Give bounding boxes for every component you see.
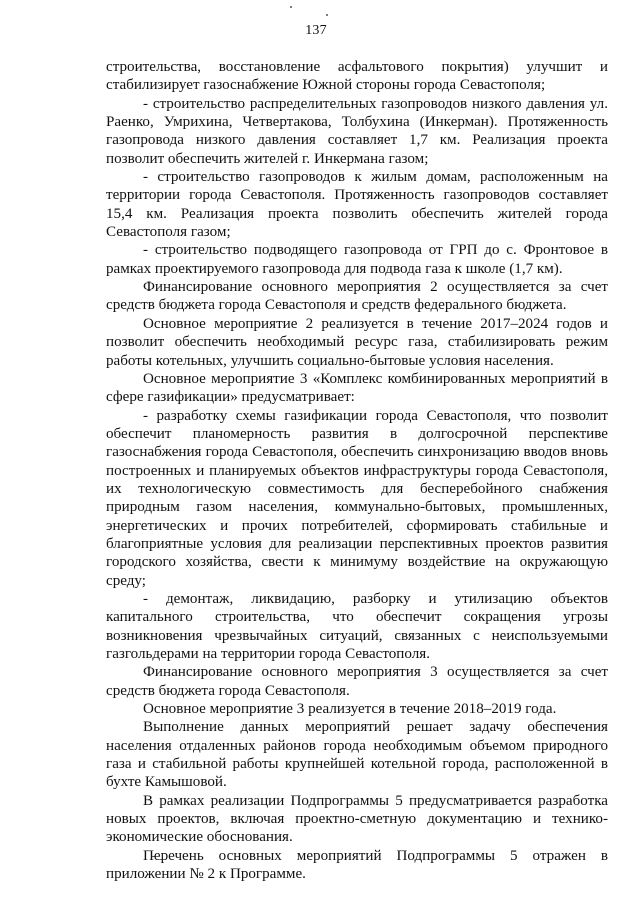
paragraph: строительства, восстановление асфальтового покрытия) улучшит и стабилизирует газоснабжение Южной стороны города Севастополя;	[106, 59, 608, 94]
paragraph: Основное мероприятие 3 реализуется в течение 2018–2019 года.	[143, 701, 557, 718]
list-item: - строительство подводящего газопровода от ГРП до с. Фронтовое в рамках проектируемого газопровода для подвода газа к школе (1,7 км).	[106, 242, 608, 277]
paragraph: Финансирование основного мероприятия 2 осуществляется за счет средств бюджета города Севастополя и средств федерального бюджета.	[106, 279, 608, 314]
list-item: - демонтаж, ликвидацию, разборку и утилизацию объектов капитального строительства, что обеспечит сокращения угрозы возникновения чрезвычайных ситуаций, связанных с неиспользуемыми газгольдерами на территории города Севастополя.	[106, 590, 608, 662]
paragraph: Финансирование основного мероприятия 3 осуществляется за счет средств бюджета города Севастополя.	[106, 664, 608, 699]
paragraph: Основное мероприятие 3 «Комплекс комбинированных мероприятий в сфере газификации» предусматривает:	[106, 370, 608, 406]
paragraph: Перечень основных мероприятий Подпрограммы 5 отражен в приложении № 2 к Программе.	[106, 847, 608, 883]
list-item: - строительство газопроводов к жилым домам, расположенным на территории города Севастополя. Протяженность газопроводов составляет 15,4 км. Реализация проекта позволить обеспечить жителей города Севастополя газом;	[106, 169, 608, 241]
paragraph: Основное мероприятие 2 реализуется в течение 2017–2024 годов и позволит обеспечить необходимый ресурс газа, стабилизировать режим работы котельных, улучшить социально-бытовые условия населения.	[106, 315, 608, 369]
scan-speck	[290, 6, 292, 8]
page-number: 137	[305, 23, 327, 38]
paragraph: Выполнение данных мероприятий решает задачу обеспечения населения отдаленных районов города необходимым объемом природного газа и стабильной работы крупнейшей котельной города, расположенной в бухте Камышовой.	[106, 719, 608, 791]
document-body	[106, 58, 608, 883]
scan-speck	[326, 14, 328, 16]
list-item: - разработку схемы газификации города Севастополя, что позволит обеспечит планомерность развития в долгосрочной перспективе газоснабжения города Севастополя, обеспечить синхронизацию вводов вновь построенных и планируемых объектов инфраструктуры города Севастополя, их технологическую совместимость для бесперебойного снабжения природным газом населения, коммунально-бытовых, промышленных, энергетических и прочих потребителей, сформировать стабильные и благоприятные условия для реализации перспективных проектов развития городского хозяйства, свести к минимуму воздействие на окружающую среду;	[106, 407, 608, 589]
paragraph: В рамках реализации Подпрограммы 5 предусматривается разработка новых проектов, включая проектно-сметную документацию и технико-экономические обоснования.	[106, 792, 608, 846]
list-item: - строительство распределительных газопроводов низкого давления ул. Раенко, Умрихина, Четвертакова, Толбухина (Инкерман). Протяженность газопровода низкого давления составляет 1,7 км. Реализация проекта позволит обеспечить жителей г. Инкермана газом;	[106, 95, 608, 167]
